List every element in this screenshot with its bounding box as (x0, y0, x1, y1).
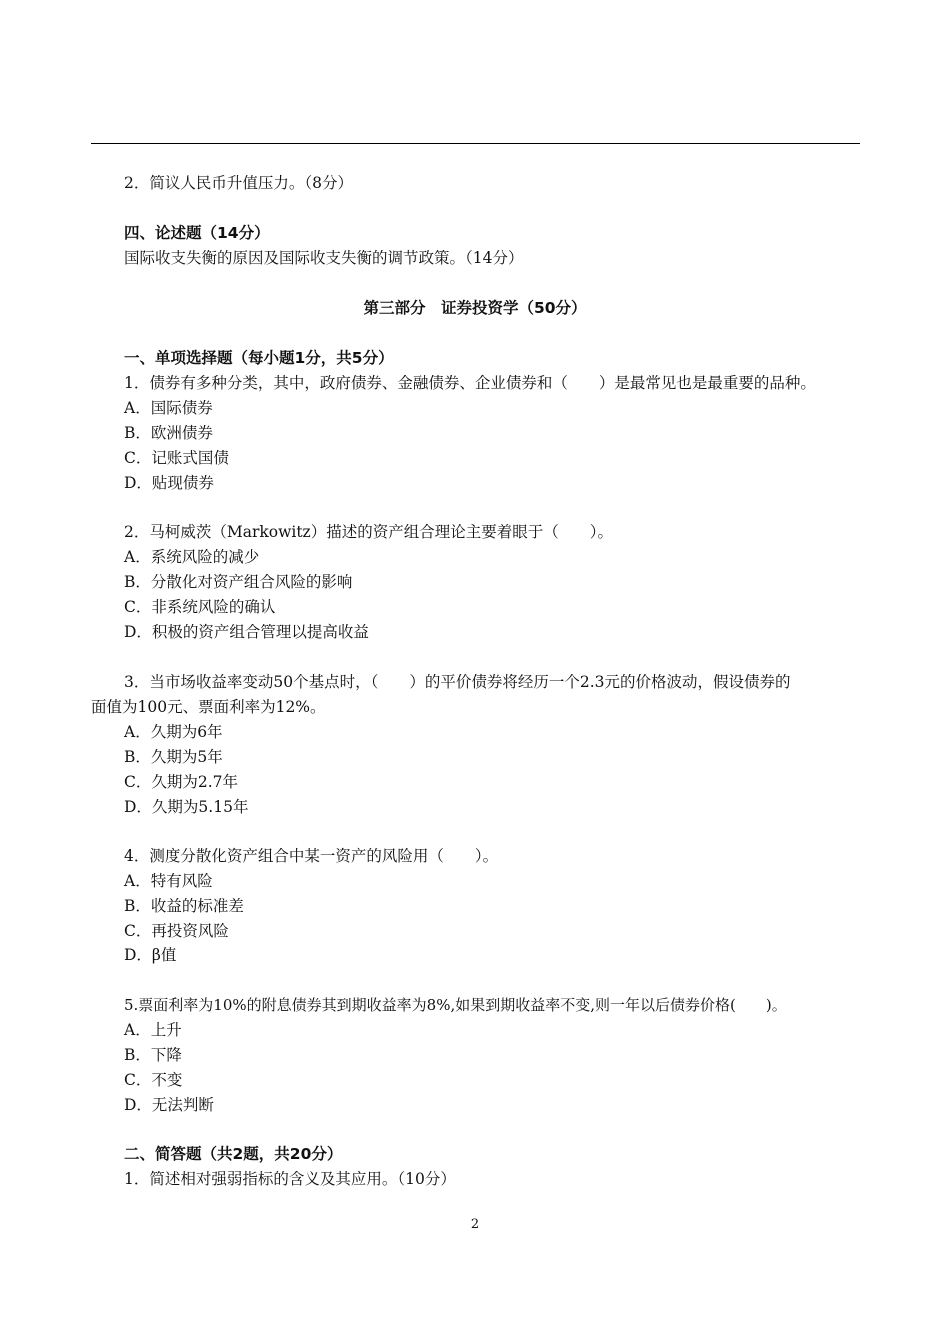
mc-q4-option-a: A．特有风险 (124, 872, 213, 890)
mc-q1-option-c: C．记账式国债 (124, 449, 229, 467)
essay-section-heading: 四、论述题（14分） (124, 224, 270, 242)
essay-question: 国际收支失衡的原因及国际收支失衡的调节政策。（14分） (124, 249, 524, 267)
mc-q5-option-a: A．上升 (124, 1021, 182, 1039)
mc-q2-option-c: C．非系统风险的确认 (124, 598, 276, 616)
mc-q3-option-a: A．久期为6年 (124, 723, 223, 741)
mc-q3-stem-line1: 3．当市场收益率变动50个基点时，（ ）的平价债券将经历一个2.3元的价格波动，假设债券的 (124, 673, 791, 691)
question-2-renminbi: 2．简议人民币升值压力。（8分） (124, 174, 353, 192)
mc-q4-option-d: D．β值 (124, 946, 177, 964)
mc-q1-option-b: B．欧洲债券 (124, 424, 213, 442)
part3-title: 第三部分 证券投资学（50分） (363, 299, 587, 317)
page-number: 2 (470, 1217, 480, 1232)
mc-q3-option-c: C．久期为2.7年 (124, 773, 239, 791)
mc-section-heading: 一、单项选择题（每小题1分，共5分） (124, 349, 394, 367)
header-rule (91, 143, 860, 144)
mc-q2-stem: 2．马柯威茨（Markowitz）描述的资产组合理论主要着眼于（ ）。 (124, 523, 613, 541)
mc-q3-option-d: D．久期为5.15年 (124, 798, 249, 816)
short-answer-q1: 1．简述相对强弱指标的含义及其应用。（10分） (124, 1170, 456, 1188)
mc-q1-option-d: D．贴现债券 (124, 474, 214, 492)
mc-q2-option-b: B．分散化对资产组合风险的影响 (124, 573, 353, 591)
mc-q5-option-d: D．无法判断 (124, 1096, 214, 1114)
mc-q4-option-b: B．收益的标准差 (124, 897, 244, 915)
mc-q1-option-a: A．国际债券 (124, 399, 213, 417)
mc-q2-option-a: A．系统风险的减少 (124, 548, 260, 566)
mc-q3-stem-line2: 面值为100元、票面利率为12%。 (91, 698, 326, 716)
mc-q4-stem: 4．测度分散化资产组合中某一资产的风险用（ ）。 (124, 847, 499, 865)
mc-q5-option-b: B．下降 (124, 1046, 182, 1064)
mc-q4-option-c: C．再投资风险 (124, 922, 229, 940)
short-answer-heading: 二、简答题（共2题，共20分） (124, 1145, 343, 1163)
mc-q3-option-b: B．久期为5年 (124, 748, 223, 766)
mc-q5-option-c: C．不变 (124, 1071, 183, 1089)
mc-q5-stem: 5.票面利率为10%的附息债券其到期收益率为8%,如果到期收益率不变,则一年以后债券价格( )。 (124, 996, 787, 1014)
mc-q1-stem: 1．债券有多种分类，其中，政府债券、金融债券、企业债券和（ ）是最常见也是最重要的品种。 (124, 374, 816, 392)
mc-q2-option-d: D．积极的资产组合管理以提高收益 (124, 623, 369, 641)
